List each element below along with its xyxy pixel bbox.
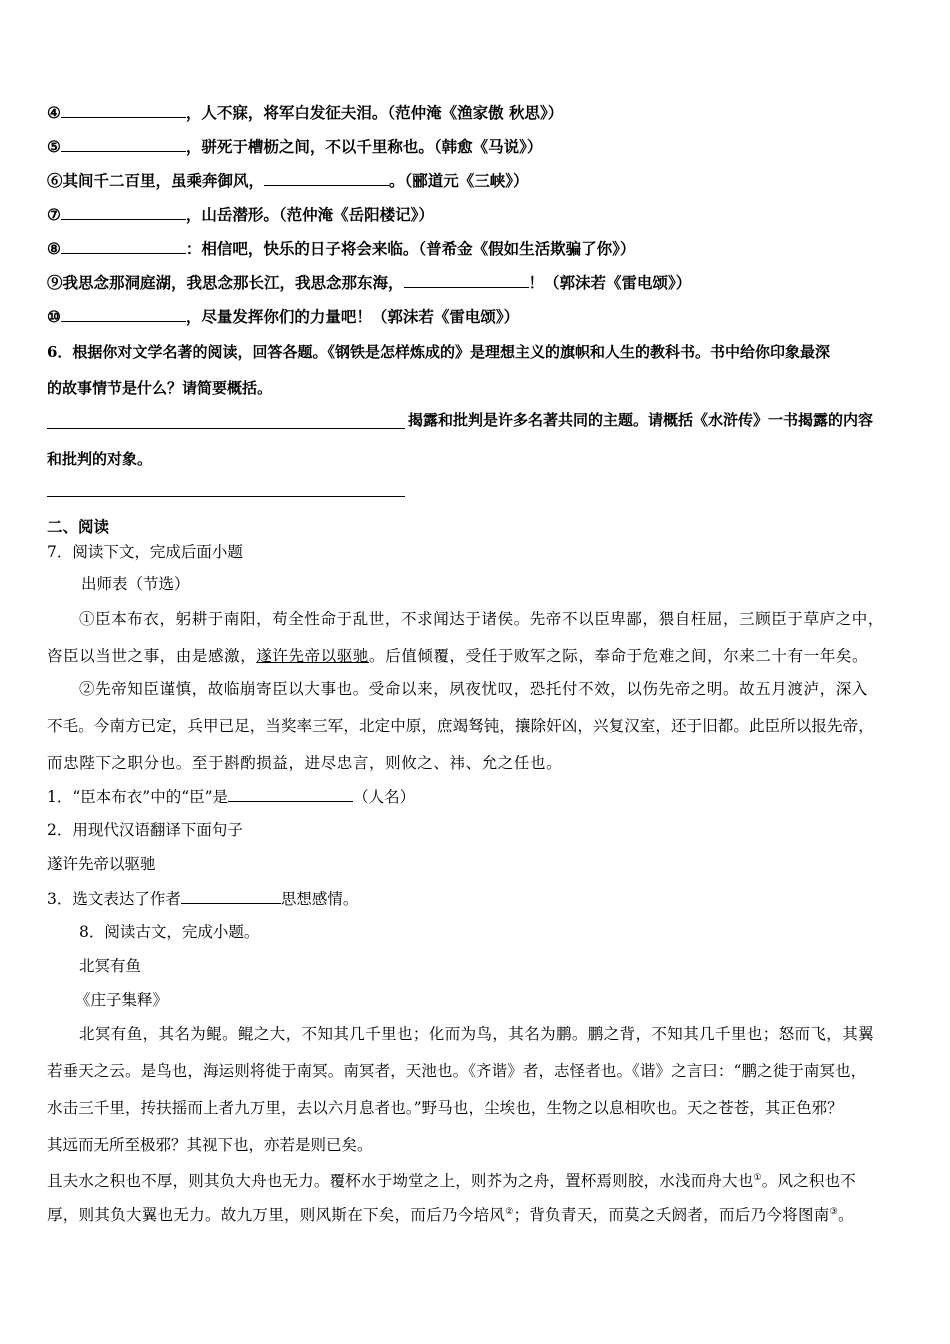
line-text: 其间千二百里，虽乘奔御风， bbox=[62, 171, 265, 190]
q8-intro: 8．阅读古文，完成小题。 bbox=[79, 923, 260, 941]
q8-passage-line-6 bbox=[47, 1202, 854, 1225]
blank-line-4 bbox=[47, 102, 563, 123]
answer-blank[interactable] bbox=[61, 102, 186, 118]
item-number: ④ bbox=[47, 103, 61, 122]
passage-p2-line-3: 而忠陛下之职分也。至于斟酌损益，进尽忠言，则攸之、祎、允之任也。 bbox=[47, 754, 563, 772]
text: 。后值倾覆，受任于败军之际，奉命于危难之间，尔来二十有一年矣。 bbox=[369, 647, 869, 665]
line-text: ：相信吧，快乐的日子将会来临。（普希金《假如生活欺骗了你》） bbox=[185, 239, 636, 258]
item-number: ⑨ bbox=[47, 273, 63, 292]
blank-line-5 bbox=[47, 136, 542, 157]
item-number: ⑧ bbox=[47, 239, 61, 258]
q8-passage-line-2: 若垂天之云。是鸟也，海运则将徙于南冥。南冥者，天池也。《齐谐》者，志怪者也。《谐》之言曰：“鹏之徙于南冥也， bbox=[47, 1062, 867, 1080]
line-text: ，山岳潜形。（范仲淹《岳阳楼记》） bbox=[185, 205, 434, 224]
q8-passage-line-5 bbox=[47, 1168, 856, 1191]
q7-intro: 7．阅读下文，完成后面小题 bbox=[47, 543, 243, 561]
sub-question-2-sentence: 遂许先帝以驱驰 bbox=[47, 855, 156, 873]
answer-blank[interactable] bbox=[61, 204, 186, 220]
footnote-marker: ② bbox=[505, 1207, 514, 1217]
sub-question-1 bbox=[47, 786, 415, 807]
answer-blank[interactable] bbox=[61, 306, 186, 322]
line-text: ，尽量发挥你们的力量吧！（郭沫若《雷电颂》） bbox=[185, 307, 520, 326]
blank-line-6 bbox=[47, 170, 529, 191]
sub-question-3 bbox=[47, 888, 358, 909]
item-number: ⑤ bbox=[47, 137, 61, 156]
text: ；背负青天，而莫之夭阏者，而后乃今将图南 bbox=[513, 1206, 830, 1225]
text: 。 bbox=[837, 1206, 854, 1225]
q8-passage-line-1: 北冥有鱼，其名为鲲。鲲之大，不知其几千里也；化而为鸟，其名为鹏。鹏之背，不知其几千里也；怒而飞，其翼 bbox=[79, 1025, 875, 1043]
line-text: 我思念那洞庭湖，我思念那长江，我思念那东海， bbox=[62, 273, 404, 292]
line-text: 。（郦道元《三峡》） bbox=[389, 171, 529, 190]
answer-blank[interactable] bbox=[61, 136, 186, 152]
q8-source: 《庄子集释》 bbox=[75, 991, 169, 1009]
blank-line-8 bbox=[47, 238, 635, 259]
text: 1．“臣本布衣”中的“臣”是 bbox=[47, 788, 229, 806]
answer-blank[interactable] bbox=[181, 888, 281, 904]
blank-line-7 bbox=[47, 204, 434, 225]
passage-p2-line-1: ②先帝知臣谨慎，故临崩寄臣以大事也。受命以来，夙夜忧叹，恐托付不效，以伤先帝之明。故五月渡泸，深入 bbox=[79, 680, 868, 698]
q6-line-4: 和批判的对象。 bbox=[47, 450, 153, 468]
underlined-sentence: 遂许先帝以驱驰 bbox=[256, 647, 370, 665]
answer-line[interactable] bbox=[47, 428, 405, 429]
blank-line-9 bbox=[47, 272, 691, 293]
line-text: ，人不寐，将军白发征夫泪。（范仲淹《渔家傲 秋思》） bbox=[185, 103, 564, 122]
answer-blank[interactable] bbox=[264, 170, 389, 186]
text: 厚，则其负大翼也无力。故九万里，则风斯在下矣，而后乃今培风 bbox=[47, 1206, 506, 1225]
sub-question-2: 2．用现代汉语翻译下面句子 bbox=[47, 821, 243, 839]
text: 咨臣以当世之事，由是感激， bbox=[47, 647, 257, 665]
footnote-marker: ③ bbox=[829, 1207, 838, 1217]
line-text: ！（郭沫若《雷电颂》） bbox=[528, 273, 692, 292]
answer-blank[interactable] bbox=[404, 272, 529, 288]
q8-passage-line-3: 水击三千里，抟扶摇而上者九万里，去以六月息者也。”野马也，尘埃也，生物之以息相吹也。天之苍苍，其正色邪？ bbox=[47, 1099, 843, 1117]
q6-line-3: 揭露和批判是许多名著共同的主题。请概括《水浒传》一书揭露的内容 bbox=[408, 411, 874, 429]
line-text: ，骈死于槽枥之间，不以千里称也。（韩愈《马说》） bbox=[185, 137, 543, 156]
passage-p1-line-2 bbox=[47, 646, 868, 666]
passage-p2-line-2: 不毛。今南方已定，兵甲已足，当奖率三军，北定中原，庶竭驽钝，攘除奸凶，兴复汉室，还于旧都。此臣所以报先帝， bbox=[47, 717, 874, 735]
text: 思想感情。 bbox=[280, 890, 359, 908]
passage-p1-line-1: ①臣本布衣，躬耕于南阳，苟全性命于乱世，不求闻达于诸侯。先帝不以臣卑鄙，猥自枉屈，三顾臣于草庐之中， bbox=[79, 610, 885, 628]
q6-line-1: 6．根据你对文学名著的阅读，回答各题。《钢铁是怎样炼成的》是理想主义的旗帜和人生的教科书。书中给你印象最深 bbox=[47, 343, 830, 361]
footnote-marker: ① bbox=[753, 1173, 762, 1183]
blank-line-10 bbox=[47, 306, 519, 327]
q6-line-2: 的故事情节是什么？请简要概括。 bbox=[47, 379, 273, 397]
text: （人名） bbox=[353, 788, 416, 806]
passage-title: 出师表（节选） bbox=[81, 575, 190, 593]
item-number: ⑦ bbox=[47, 205, 61, 224]
section-heading: 二、阅读 bbox=[47, 517, 110, 536]
answer-blank[interactable] bbox=[228, 786, 353, 802]
text: 3．选文表达了作者 bbox=[47, 890, 181, 908]
q8-passage-line-4: 其远而无所至极邪？其视下也，亦若是则已矣。 bbox=[47, 1136, 373, 1154]
text: 。风之积也不 bbox=[761, 1172, 856, 1191]
q8-title: 北冥有鱼 bbox=[79, 957, 142, 975]
answer-line[interactable] bbox=[47, 496, 405, 497]
text: 且夫水之积也不厚，则其负大舟也无力。覆杯水于坳堂之上，则芥为之舟，置杯焉则胶，水浅而舟大也 bbox=[47, 1172, 754, 1191]
item-number: ⑩ bbox=[47, 307, 61, 326]
item-number: ⑥ bbox=[47, 171, 63, 190]
answer-blank[interactable] bbox=[61, 238, 186, 254]
